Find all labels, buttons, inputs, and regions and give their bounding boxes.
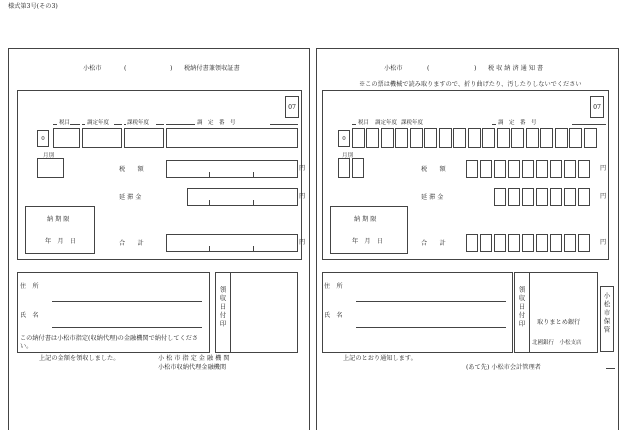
receipt-stamp-area <box>215 272 298 353</box>
notice-yen-tax: 円 <box>600 165 607 172</box>
receipt-tax-amount-box <box>166 160 298 178</box>
notice-month-cell-2 <box>352 158 364 178</box>
receipt-stamp-label: 領収日付印 <box>218 286 227 329</box>
notice-deadline-box <box>330 206 408 254</box>
receipt-label-tax-year: 課税年度 <box>127 120 150 126</box>
receipt-label-total: 合 計 <box>119 240 144 247</box>
notice-text: 上記のとおり通知します。 <box>343 355 417 362</box>
notice-label-deadline: 納 期 限 <box>354 216 377 223</box>
notice-stamp-label: 領収日付印 <box>517 286 526 329</box>
receipt-label-deadline: 納 期 限 <box>47 216 70 223</box>
receipt-label-assess-year: 調定年度 <box>87 120 110 126</box>
notice-collect-bank: 取りまとめ銀行 <box>537 319 581 326</box>
notice-label-assess-number: 調 定 番 号 <box>498 120 537 126</box>
notice-month-cell-1 <box>338 158 350 178</box>
receipt-title-paren-close: ) <box>170 65 173 72</box>
receipt-month-box <box>37 158 64 178</box>
notice-zero-box: 0 <box>338 130 350 147</box>
notice-title-city: 小松市 <box>384 65 403 72</box>
notice-payer-box <box>322 272 513 353</box>
notice-label-total: 合 計 <box>421 240 446 247</box>
notice-label-address: 住 所 <box>324 283 343 290</box>
receipt-assess-year-box <box>82 128 122 148</box>
receipt-zero-box: 0 <box>37 130 49 147</box>
notice-title: 税 収 納 済 通 知 書 <box>488 65 544 72</box>
receipt-assess-number-box <box>166 128 298 148</box>
notice-label-tax-year: 課税年度 <box>401 120 424 126</box>
receipt-yen-total: 円 <box>299 239 306 246</box>
receipt-tax-item-box <box>53 128 80 148</box>
notice-addressee: (あて先) 小松市会計管理者 <box>466 364 541 371</box>
receipt-label-ymd: 年 月 日 <box>45 238 76 245</box>
notice-label-tax-item: 税目 <box>358 120 370 126</box>
notice-label-name: 氏 名 <box>324 312 343 319</box>
notice-label-assess-year: 調定年度 <box>375 120 398 126</box>
notice-name-line <box>356 327 506 328</box>
receipt-label-tax-amount: 税 額 <box>119 166 144 173</box>
receipt-bank-agent: 小松市収納代理金融機関 <box>158 364 227 371</box>
receipt-label-month: 月別 <box>43 153 55 159</box>
notice-title-paren-close: ) <box>474 65 477 72</box>
notice-warning: ※この票は機械で読み取りますので、折り曲げたり、汚したりしないでください <box>359 81 582 88</box>
receipt-label-assess-number: 調 定 番 号 <box>197 120 236 126</box>
notice-label-month: 月別 <box>342 153 354 159</box>
notice-code-box: 07 <box>590 96 604 118</box>
receipt-yen-late: 円 <box>299 193 306 200</box>
receipt-label-name: 氏 名 <box>20 312 39 319</box>
receipt-code-box: 07 <box>285 96 299 118</box>
notice-label-ymd: 年 月 日 <box>352 238 383 245</box>
notice-yen-total: 円 <box>600 239 607 246</box>
notice-keep-label: 小松市保管 <box>602 292 611 335</box>
receipt-deadline-box <box>25 206 95 254</box>
receipt-address-line <box>52 301 202 302</box>
receipt-title-paren-open: ( <box>124 65 127 72</box>
notice-title-paren-open: ( <box>427 65 430 72</box>
notice-bank-name: 北國銀行 小松支店 <box>532 340 582 346</box>
receipt-label-address: 住 所 <box>20 283 39 290</box>
receipt-name-line <box>52 327 202 328</box>
receipt-label-late-fee: 延 滞 金 <box>119 194 142 201</box>
notice-label-tax-amount: 税 額 <box>421 166 446 173</box>
receipt-tax-year-box <box>124 128 164 148</box>
notice-yen-late: 円 <box>600 193 607 200</box>
receipt-note: この納付書は小松市指定(収納代理)の金融機関で納付してください。 <box>20 335 199 350</box>
form-number: 様式第3号(その3) <box>8 3 58 10</box>
receipt-title-city: 小松市 <box>83 65 102 72</box>
receipt-bank-designated: 小 松 市 指 定 金 融 機 関 <box>158 355 230 362</box>
notice-label-late-fee: 延 滞 金 <box>421 194 444 201</box>
receipt-title: 税納付書兼領収証書 <box>184 65 240 72</box>
receipt-received-text: 上記の金額を領収しました。 <box>39 355 120 362</box>
receipt-label-tax-item: 税目 <box>59 120 71 126</box>
receipt-total-box <box>166 234 298 252</box>
receipt-late-fee-box <box>187 188 298 206</box>
notice-corner-mark <box>606 368 615 369</box>
receipt-yen-tax: 円 <box>299 165 306 172</box>
notice-address-line <box>356 301 506 302</box>
